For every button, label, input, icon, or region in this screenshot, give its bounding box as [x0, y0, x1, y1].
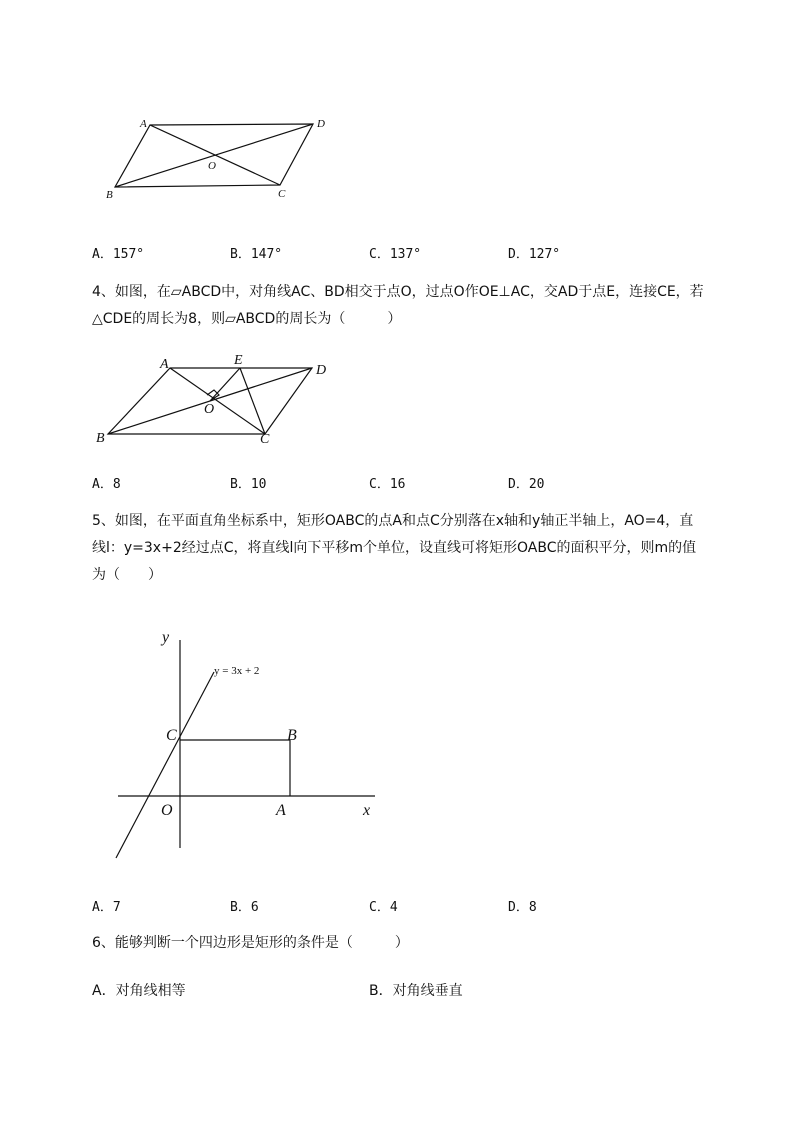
label-B: B	[96, 431, 105, 446]
label-D: D	[317, 118, 325, 130]
label-B: B	[287, 727, 297, 744]
label-A: A	[276, 802, 286, 819]
question-4-line-1: 4、如图，在▱ABCD中，对角线AC、BD相交于点O，过点O作OE⊥AC，交AD于点E，连接CE，若	[92, 284, 704, 300]
label-A: A	[160, 357, 169, 372]
label-A: A	[140, 118, 147, 130]
q5-option-b[interactable]: B．6	[230, 900, 259, 915]
label-C: C	[278, 188, 286, 200]
label-D: D	[316, 363, 327, 378]
q3-option-c[interactable]: C．137°	[369, 247, 422, 262]
label-O: O	[161, 802, 173, 819]
q5-option-c[interactable]: C．4	[369, 900, 398, 915]
q4-option-b[interactable]: B．10	[230, 477, 267, 492]
q4-option-c[interactable]: C．16	[369, 477, 406, 492]
question-6-line-1: 6、能够判断一个四边形是矩形的条件是（ ）	[92, 935, 409, 951]
label-C: C	[260, 432, 270, 447]
question-5-line-2: 线l：y=3x+2经过点C，将直线l向下平移m个单位，设直线可将矩形OABC的面积平分，则m的值	[92, 540, 697, 556]
question-5-line-1: 5、如图，在平面直角坐标系中，矩形OABC的点A和点C分别落在x轴和y轴正半轴上，AO=4，直	[92, 513, 694, 529]
label-B: B	[106, 189, 113, 201]
q5-option-d[interactable]: D．8	[508, 900, 537, 915]
parallelogram-figure-1	[100, 110, 340, 210]
coordinate-figure	[110, 620, 390, 870]
question-6	[92, 930, 742, 957]
label-O: O	[208, 160, 216, 172]
q5-option-a[interactable]: A．7	[92, 900, 121, 915]
q3-option-b[interactable]: B．147°	[230, 247, 283, 262]
parallelogram-figure-2	[90, 350, 350, 450]
q4-option-a[interactable]: A．8	[92, 477, 121, 492]
question-5-line-3: 为（ ）	[92, 567, 162, 583]
label-E: E	[234, 353, 243, 368]
question-4-line-2: △CDE的周长为8，则▱ABCD的周长为（ ）	[92, 311, 402, 327]
q6-option-a[interactable]: A．对角线相等	[92, 983, 186, 999]
q3-option-a[interactable]: A．157°	[92, 247, 145, 262]
question-4	[92, 279, 742, 333]
axis-x-label: x	[363, 802, 371, 819]
axis-y-label: y	[162, 629, 170, 646]
line-equation-label: y = 3x + 2	[214, 665, 260, 677]
label-C: C	[166, 727, 177, 744]
label-O: O	[204, 402, 215, 417]
question-5	[92, 508, 742, 589]
q6-option-b[interactable]: B．对角线垂直	[369, 983, 463, 999]
q3-option-d[interactable]: D．127°	[508, 247, 561, 262]
q4-option-d[interactable]: D．20	[508, 477, 545, 492]
